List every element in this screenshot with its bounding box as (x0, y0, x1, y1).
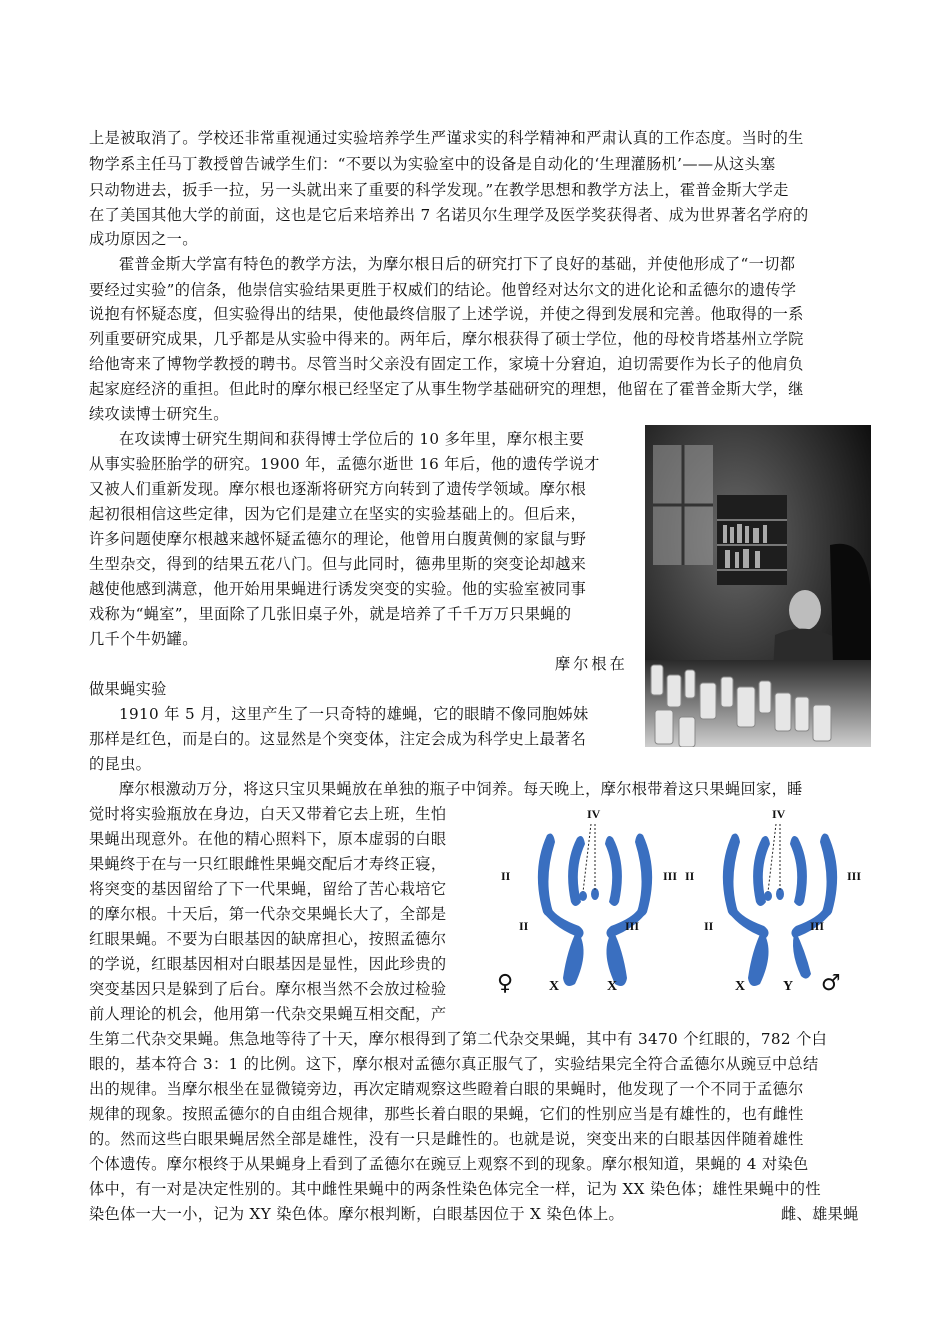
label-ii-male: II (685, 869, 695, 883)
label-iii-female-low: III (625, 919, 640, 933)
text-line: 起初很相信这些定律，因为它们是建立在坚实的实验基础上的。但后来， (89, 505, 587, 523)
text-line: 说抱有怀疑态度，但实验得出的结果，使他最终信服了上述学说，并使之得到发展和完善。他取得的一系 (89, 305, 804, 323)
text-line: 续攻读博士研究生。 (89, 405, 229, 423)
text-line: 红眼果蝇。不要为白眼基因的缺席担心，按照孟德尔 (89, 930, 447, 948)
text-line: 那样是红色，而是白的。这显然是个突变体，注定会成为科学史上最著名 (89, 730, 587, 748)
text-line: 生型杂交，得到的结果五花八门。但与此同时，德弗里斯的突变论却越来 (89, 555, 587, 573)
text-line: 染色体一大一小，记为 XY 染色体。摩尔根判断，白眼基因位于 X 染色体上。 (89, 1205, 625, 1223)
text-line: 起家庭经济的重担。但此时的摩尔根已经坚定了从事生物学基础研究的理想，他留在了霍普金斯大学，继 (89, 380, 804, 398)
label-x-female-2: X (607, 979, 618, 994)
text-line: 在了美国其他大学的前面，这也是它后来培养出 7 名诺贝尔生理学及医学奖获得者、成为世界著名学府的 (89, 206, 809, 224)
text-line: 体中，有一对是决定性别的。其中雌性果蝇中的两条性染色体完全一样，记为 XX 染色体；雄性果蝇中的性 (89, 1180, 821, 1198)
text-line: 成功原因之一。 (89, 230, 198, 248)
female-chromosome-set (538, 824, 652, 986)
label-ii-female-low: II (519, 919, 529, 933)
text-line: 霍普金斯大学富有特色的教学方法，为摩尔根日后的研究打下了良好的基础，并使他形成了“一切都 (119, 255, 796, 273)
text-line: 的昆虫。 (89, 755, 152, 773)
photo-caption: 摩尔根在 (555, 655, 628, 673)
female-symbol-icon: ♀ (497, 971, 514, 996)
text-line: 又被人们重新发现。摩尔根也逐渐将研究方向转到了遗传学领域。摩尔根 (89, 480, 587, 498)
text-line: 列重要研究成果，几乎都是从实验中得来的。两年后，摩尔根获得了硕士学位，他的母校肯塔基州立学院 (89, 330, 804, 348)
text-line: 的。然而这些白眼果蝇居然全部是雄性，没有一只是雌性的。也就是说，突变出来的白眼基因伴随着雄性 (89, 1130, 804, 1148)
text-line: 生第二代杂交果蝇。焦急地等待了十天，摩尔根得到了第二代杂交果蝇，其中有 3470 个红眼的，782 个白 (89, 1030, 828, 1048)
label-iii-female: III (663, 869, 678, 883)
text-line: 物学系主任马丁教授曾告诫学生们：“不要以为实验室中的设备是自动化的‘生理灌肠机’——从这头塞 (89, 155, 776, 173)
text-line: 前人理论的机会，他用第一代杂交果蝇互相交配，产 (89, 1005, 447, 1023)
morgan-lab-photo (645, 425, 871, 747)
label-x-male: X (735, 979, 746, 994)
text-line: 1910 年 5 月，这里产生了一只奇特的雄蝇，它的眼睛不像同胞姊妹 (119, 705, 589, 723)
label-iii-male: III (847, 869, 862, 883)
text-line: 果蝇出现意外。在他的精心照料下，原本虚弱的白眼 (89, 830, 447, 848)
text-line: 规律的现象。按照孟德尔的自由组合规律，那些长着白眼的果蝇，它们的性别应当是有雄性的，也有雌性 (89, 1105, 804, 1123)
figure-caption: 雌、雄果蝇 (781, 1205, 859, 1223)
text-line: 给他寄来了博物学教授的聘书。尽管当时父亲没有固定工作，家境十分窘迫，迫切需要作为长子的他肩负 (89, 355, 804, 373)
text-line: 戏称为“蝇室”，里面除了几张旧桌子外，就是培养了千千万万只果蝇的 (89, 605, 572, 623)
text-line: 只动物进去，扳手一拉，另一头就出来了重要的科学发现。”在教学思想和教学方法上，霍普金斯大学走 (89, 181, 789, 199)
text-line: 许多问题使摩尔根越来越怀疑孟德尔的理论，他曾用白腹黄侧的家鼠与野 (89, 530, 587, 548)
photo-caption-cont: 做果蝇实验 (89, 680, 167, 698)
text-line: 的学说，红眼基因相对白眼基因是显性，因此珍贵的 (89, 955, 447, 973)
male-chromosome-set (723, 824, 837, 986)
text-line: 要经过实验”的信条，他崇信实验结果更胜于权威们的结论。他曾经对达尔文的进化论和孟德尔的遗传学 (89, 281, 797, 299)
text-line: 觉时将实验瓶放在身边，白天又带着它去上班，生怕 (89, 805, 447, 823)
label-iii-male-low: III (810, 919, 825, 933)
text-line: 个体遗传。摩尔根终于从果蝇身上看到了孟德尔在豌豆上观察不到的现象。摩尔根知道，果蝇的 4 对染色 (89, 1155, 809, 1173)
label-iv-female: IV (587, 807, 601, 821)
text-line: 出的规律。当摩尔根坐在显微镜旁边，再次定睛观察这些瞪着白眼的果蝇时，他发现了一个不同于孟德尔 (89, 1080, 804, 1098)
text-line: 的摩尔根。十天后，第一代杂交果蝇长大了，全部是 (89, 905, 447, 923)
text-line: 上是被取消了。学校还非常重视通过实验培养学生严谨求实的科学精神和严肃认真的工作态度。当时的生 (89, 129, 804, 147)
text-line: 摩尔根激动万分，将这只宝贝果蝇放在单独的瓶子中饲养。每天晚上，摩尔根带着这只果蝇回家，睡 (119, 780, 803, 798)
label-y-male: Y (783, 979, 794, 994)
text-line: 将突变的基因留给了下一代果蝇，留给了苦心栽培它 (89, 880, 447, 898)
text-line: 果蝇终于在与一只红眼雌性果蝇交配后才寿终正寝， (89, 855, 447, 873)
text-line: 眼的，基本符合 3：1 的比例。这下，摩尔根对孟德尔真正服气了，实验结果完全符合孟德尔从豌豆中总结 (89, 1055, 819, 1073)
text-line: 突变基因只是躲到了后台。摩尔根当然不会放过检验 (89, 980, 447, 998)
label-iv-male: IV (772, 807, 786, 821)
label-ii-male-low: II (704, 919, 714, 933)
text-line: 越使他感到满意，他开始用果蝇进行诱发突变的实验。他的实验室被同事 (89, 580, 587, 598)
text-line: 在攻读博士研究生期间和获得博士学位后的 10 多年里，摩尔根主要 (119, 430, 585, 448)
label-x-female-1: X (549, 979, 560, 994)
label-ii-female: II (501, 869, 511, 883)
male-symbol-icon: ♂ (821, 971, 841, 996)
text-line: 从事实验胚胎学的研究。1900 年，孟德尔逝世 16 年后，他的遗传学说才 (89, 455, 600, 473)
text-line: 几千个牛奶罐。 (89, 630, 198, 648)
chromosome-diagram (495, 800, 875, 1000)
